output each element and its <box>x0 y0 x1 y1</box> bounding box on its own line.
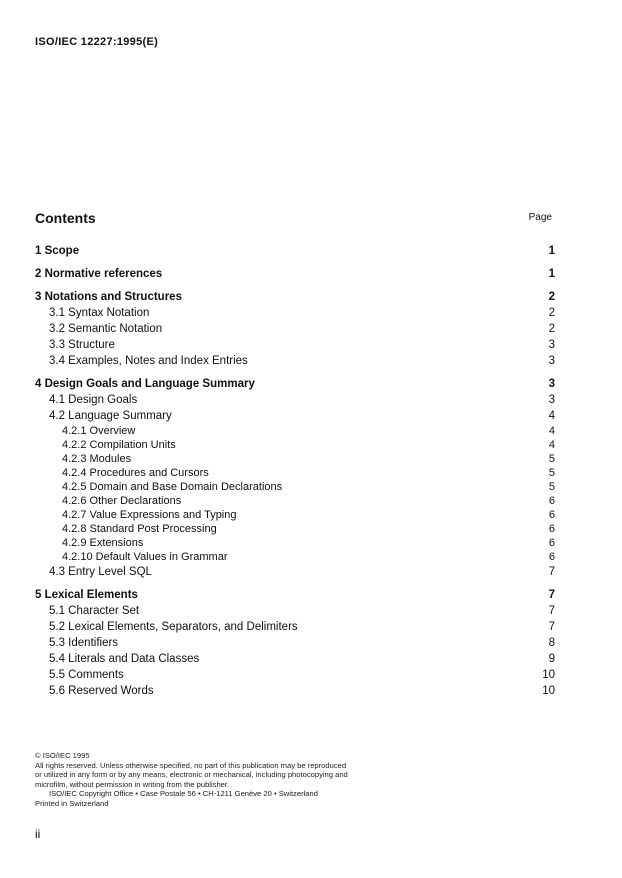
page-number: ii <box>35 827 41 841</box>
toc-entry[interactable]: 3.1 Syntax Notation 2 <box>49 307 555 319</box>
toc-entry[interactable]: 4.2.10 Default Values in Grammar 6 <box>62 551 555 563</box>
toc-entry[interactable]: 4.2.8 Standard Post Processing 6 <box>62 523 555 535</box>
toc-entry[interactable]: 4.2.9 Extensions 6 <box>62 537 555 549</box>
document-id: ISO/IEC 12227:1995(E) <box>35 36 159 48</box>
toc-entry[interactable]: 1 Scope 1 <box>35 245 555 257</box>
toc-entry[interactable]: 4.2 Language Summary 4 <box>49 410 555 422</box>
toc-entry[interactable]: 5.2 Lexical Elements, Separators, and Delimiters 7 <box>49 621 555 633</box>
printed-in: Printed in Switzerland <box>35 798 109 808</box>
toc-entry[interactable]: 5.1 Character Set 7 <box>49 605 555 617</box>
rights-line: All rights reserved. Unless otherwise specified, no part of this publication may be reproduced <box>35 760 347 770</box>
toc-entry[interactable]: 4.3 Entry Level SQL 7 <box>49 566 555 578</box>
toc-entry[interactable]: 3.3 Structure 3 <box>49 339 555 351</box>
toc-entry[interactable]: 4.2.4 Procedures and Cursors 5 <box>62 467 555 479</box>
rights-line: or utilized in any form or by any means, electronic or mechanical, including photocopying and <box>35 770 348 780</box>
toc-entry[interactable]: 5 Lexical Elements 7 <box>35 589 555 601</box>
table-of-contents <box>35 243 555 699</box>
toc-entry[interactable]: 3.2 Semantic Notation 2 <box>49 323 555 335</box>
toc-entry[interactable]: 5.5 Comments 10 <box>49 669 555 681</box>
toc-entry[interactable]: 4 Design Goals and Language Summary 3 <box>35 378 555 390</box>
toc-entry[interactable]: 4.1 Design Goals 3 <box>49 394 555 406</box>
toc-entry[interactable]: 4.2.1 Overview 4 <box>62 425 555 437</box>
toc-entry[interactable]: 2 Normative references 1 <box>35 268 555 280</box>
toc-entry[interactable]: 4.2.2 Compilation Units 4 <box>62 439 555 451</box>
copyright-office: ISO/IEC Copyright Office • Case Postale 56 • CH-1211 Genève 20 • Switzerland <box>49 789 318 799</box>
toc-entry[interactable]: 5.6 Reserved Words 10 <box>49 685 555 697</box>
toc-entry[interactable]: 3.4 Examples, Notes and Index Entries 3 <box>49 355 555 367</box>
copyright-notice <box>35 751 395 809</box>
page-column-label: Page <box>528 212 552 223</box>
copyright-line: © ISO/IEC 1995 <box>35 751 90 760</box>
contents-title: Contents <box>35 210 96 226</box>
toc-entry[interactable]: 4.2.7 Value Expressions and Typing 6 <box>62 509 555 521</box>
toc-entry[interactable]: 5.4 Literals and Data Classes 9 <box>49 653 555 665</box>
toc-entry[interactable]: 4.2.3 Modules 5 <box>62 453 555 465</box>
rights-line: microfilm, without permission in writing from the publisher. <box>35 779 230 789</box>
toc-entry[interactable]: 3 Notations and Structures 2 <box>35 291 555 303</box>
toc-entry[interactable]: 4.2.6 Other Declarations 6 <box>62 495 555 507</box>
toc-entry[interactable]: 5.3 Identifiers 8 <box>49 637 555 649</box>
toc-entry[interactable]: 4.2.5 Domain and Base Domain Declarations 5 <box>62 481 555 493</box>
